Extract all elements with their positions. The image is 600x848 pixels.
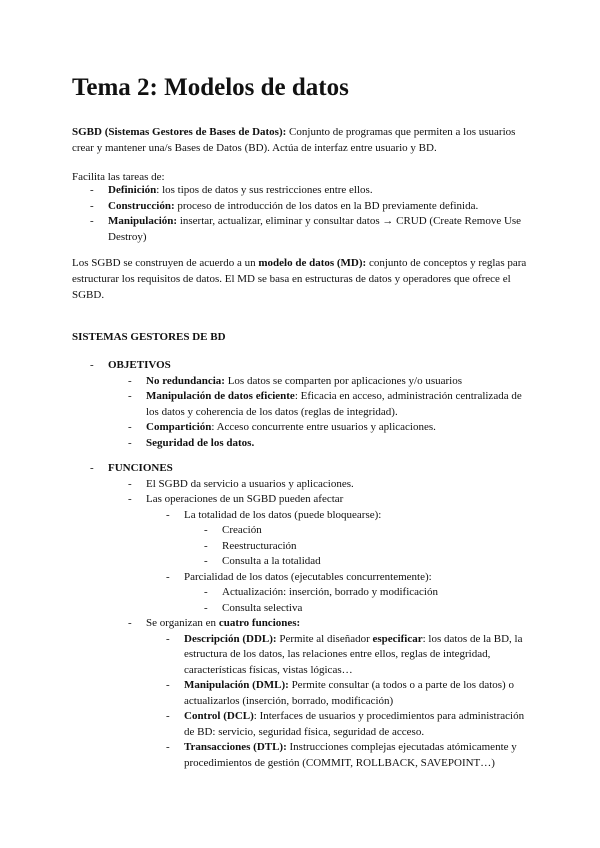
item-term: Seguridad de los datos. [146, 436, 255, 449]
list-item [128, 616, 528, 771]
item-text: Consulta a la totalidad [222, 555, 321, 567]
bullet-dash: - [90, 199, 94, 212]
bullet-dash: - [204, 586, 208, 598]
list-item [128, 492, 528, 616]
objetivos-block [90, 358, 528, 451]
list-item [166, 508, 528, 570]
item-text: Permite consultar (a todos o a parte de los datos) o actualizarlos (inserción, borrado, modificación) [184, 679, 514, 707]
bullet-dash: - [128, 421, 132, 433]
parcialidad-list [204, 585, 528, 616]
bullet-dash: - [128, 617, 132, 629]
section-title: SISTEMAS GESTORES DE BD [72, 331, 226, 343]
item-text: Las operaciones de un SGBD pueden afectar [146, 493, 344, 505]
intro-definition: Conjunto de programas que permiten a los usuarios crear y mantener una/s Bases de Datos (BD). Actúa de interfaz entre usuario y BD. [72, 126, 516, 154]
item-text: Instrucciones complejas ejecutadas atómicamente y procedimientos de gestión (COMMIT, ROLLBACK, SAVEPOINT…) [184, 741, 517, 769]
cuatro-funciones-list [166, 632, 528, 772]
item-text: Reestructuración [222, 539, 297, 552]
list-item [128, 389, 528, 420]
item-text: El SGBD da servicio a usuarios y aplicaciones. [146, 477, 354, 490]
bullet-dash: - [90, 215, 94, 227]
bullet-dash: - [166, 679, 170, 691]
item-text: : Eficacia en acceso, administración centralizada de los datos y coherencia de los datos (reglas de integridad). [146, 390, 522, 418]
funciones-block [90, 461, 528, 771]
item-term: Descripción (DDL): [184, 632, 277, 645]
item-term: cuatro funciones: [218, 617, 301, 629]
item-term: Manipulación: [108, 215, 178, 227]
page-title: Tema 2: Modelos de datos [72, 74, 349, 101]
bullet-dash: - [90, 359, 94, 371]
md-definition: conjunto de conceptos y reglas para estructurar los requisitos de datos. El MD se basa en estructuras de datos y operadores que ofrece el SGBD. [72, 257, 527, 301]
item-term: Compartición [146, 421, 212, 433]
item-text: : Acceso concurrente entre usuarios y aplicaciones. [211, 421, 436, 433]
list-item [128, 477, 528, 493]
bullet-dash: - [128, 493, 132, 505]
item-term: especificar [372, 632, 423, 645]
totalidad-list [204, 523, 528, 570]
bullet-dash: - [166, 632, 170, 645]
list-item [128, 374, 528, 390]
item-text: : los datos de la BD, la estructura de los datos, las relaciones entre ellos, reglas de integridad, características físicas, vistas lógicas… [184, 632, 523, 676]
list-item [204, 523, 528, 539]
facilita-heading: Facilita las tareas de: [72, 171, 165, 183]
intro-term: SGBD (Sistemas Gestores de Bases de Datos): [72, 126, 287, 138]
objetivos-label: OBJETIVOS [108, 359, 171, 371]
bullet-dash: - [128, 374, 132, 387]
item-text: La totalidad de los datos (puede bloquearse): [184, 508, 382, 521]
item-text: Se organizan en [146, 617, 219, 629]
bullet-dash: - [204, 555, 208, 567]
item-text: Actualización: inserción, borrado y modificación [222, 586, 438, 598]
list-item [128, 420, 528, 436]
intro-paragraph [72, 124, 527, 156]
item-term: Definición [108, 184, 157, 196]
item-text: Los datos se comparten por aplicaciones y/o usuarios [224, 374, 463, 387]
objetivos-heading [90, 358, 528, 451]
funciones-heading [90, 461, 528, 771]
item-term: Manipulación (DML): [184, 679, 289, 691]
list-item [90, 199, 528, 215]
operaciones-list [166, 508, 528, 617]
list-item [128, 436, 528, 452]
bullet-dash: - [166, 570, 170, 583]
item-text: insertar, actualizar, eliminar y consultar datos → CRUD (Create Remove Use Destroy) [108, 215, 522, 243]
md-term: modelo de datos (MD): [258, 257, 367, 269]
item-text: : los tipos de datos y sus restricciones entre ellos. [156, 184, 373, 196]
item-text: Consulta selectiva [222, 601, 303, 614]
item-term: No redundancia: [146, 374, 225, 387]
bullet-dash: - [90, 462, 94, 474]
item-term: Transacciones (DTL): [184, 741, 287, 753]
list-item [204, 585, 528, 601]
bullet-dash: - [166, 508, 170, 521]
list-item [166, 709, 528, 740]
item-term: Construcción: [108, 199, 175, 212]
list-item [166, 678, 528, 709]
item-term: Manipulación de datos eficiente [146, 390, 295, 402]
facilita-list [90, 183, 528, 245]
list-item [166, 740, 528, 771]
bullet-dash: - [166, 741, 170, 753]
list-item [166, 570, 528, 617]
item-text: : Interfaces de usuarios y procedimientos para administración de BD: servicio, seguridad física, seguridad de acceso. [184, 710, 525, 738]
list-item [90, 214, 528, 245]
bullet-dash: - [204, 539, 208, 552]
list-item [166, 632, 528, 679]
item-text: proceso de introducción de los datos en la BD previamente definida. [174, 199, 479, 212]
item-text: Parcialidad de los datos (ejecutables concurrentemente): [184, 570, 432, 583]
bullet-dash: - [204, 601, 208, 614]
item-text: Permite al diseñador [276, 632, 373, 645]
list-item [204, 539, 528, 555]
modelo-datos-paragraph [72, 255, 527, 303]
bullet-dash: - [204, 524, 208, 536]
list-item [90, 183, 528, 199]
objetivos-list [128, 374, 528, 452]
funciones-label: FUNCIONES [108, 462, 173, 474]
bullet-dash: - [90, 184, 94, 196]
md-lead: Los SGBD se construyen de acuerdo a un [72, 257, 259, 269]
bullet-dash: - [128, 477, 132, 490]
list-item [204, 554, 528, 570]
bullet-dash: - [128, 436, 132, 449]
list-item [204, 601, 528, 617]
item-term: Control (DCL) [184, 710, 254, 722]
funciones-list [128, 477, 528, 772]
bullet-dash: - [128, 390, 132, 402]
bullet-dash: - [166, 710, 170, 722]
item-text: Creación [222, 524, 262, 536]
